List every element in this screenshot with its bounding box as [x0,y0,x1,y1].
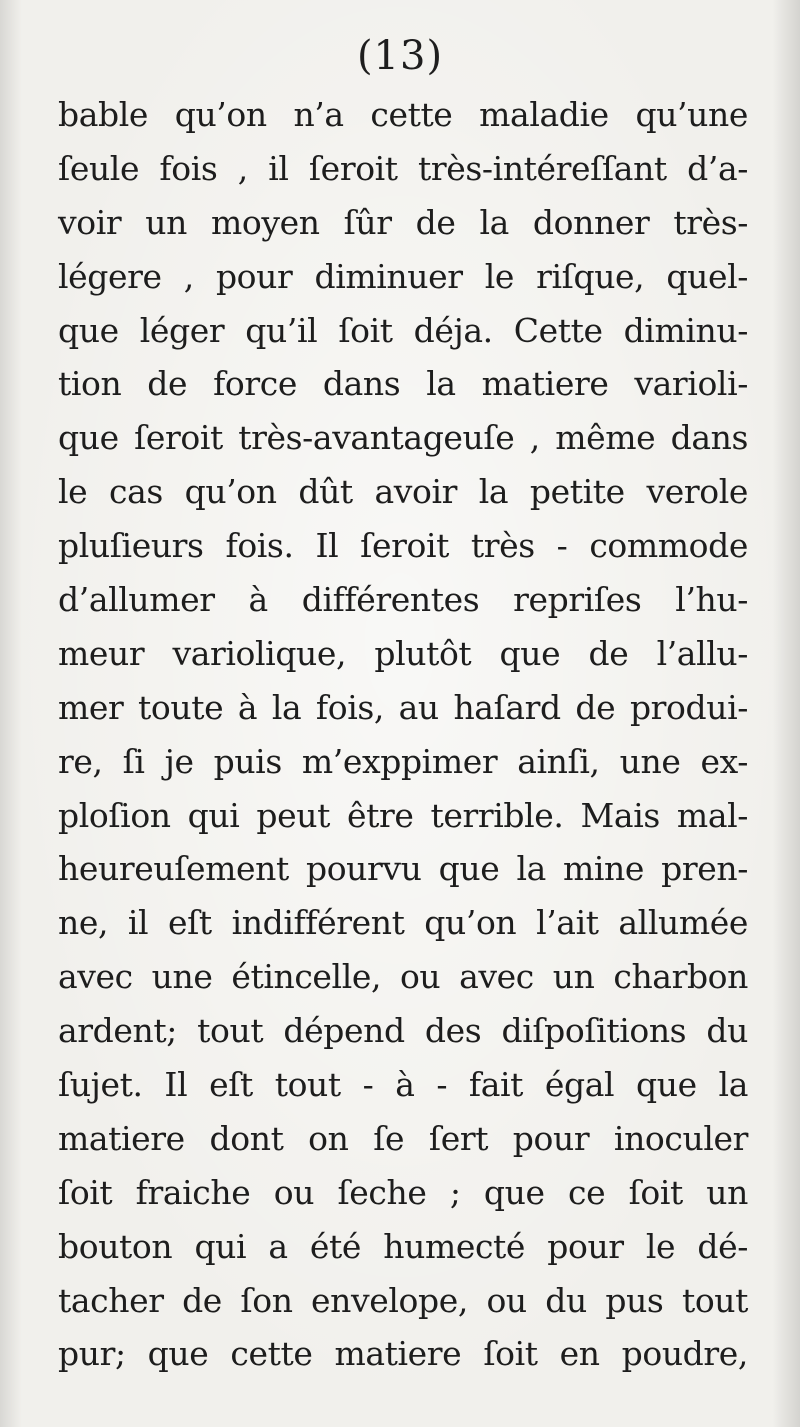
text-line: ploſion qui peut être terrible. Mais mal- [58,795,748,835]
page-number: (13) [356,33,444,79]
text-line: le cas qu’on dût avoir la petite verole [58,472,748,512]
text-line: bable qu’on n’a cette maladie qu’une [58,95,748,134]
text-line: ardent; tout dépend des diſpoſitions du [58,1011,748,1051]
text-line: avec une étincelle, ou avec un charbon [58,957,748,997]
body-text [58,88,748,1381]
text-line: voir un moyen ſûr de la donner très- [58,202,748,242]
text-line: ſoit fraiche ou ſeche ; que ce ſoit un [58,1172,748,1212]
text-line: meur variolique, plutôt que de l’allu- [58,633,748,673]
text-line: pur; que cette matiere ſoit en poudre, [58,1334,748,1374]
text-line: que léger qu’il ſoit déja. Cette diminu- [58,310,748,350]
text-line: heureuſement pourvu que la mine pren- [58,849,748,889]
text-line: ſeule fois , il ſeroit très-intéreſſant d’a- [58,148,748,188]
text-line: que ſeroit très-avantageuſe , même dans [58,418,748,458]
text-line: re, ſi je puis m’exppimer ainſi, une ex- [58,741,748,781]
text-line: ne, il eſt indifférent qu’on l’ait allumée [58,903,748,943]
text-line: pluſieurs fois. Il ſeroit très - commode [58,526,748,566]
text-line: bouton qui a été humecté pour le dé- [58,1226,748,1266]
text-line: tacher de ſon envelope, ou du pus tout [58,1280,748,1320]
text-line: tion de force dans la matiere varioli- [58,364,748,404]
text-line: mer toute à la fois, au haſard de produi- [58,687,748,727]
text-line: d’allumer à différentes repriſes l’hu- [58,580,748,620]
text-line: ſujet. Il eſt tout - à - fait égal que la [58,1065,748,1105]
text-line: matiere dont on ſe ſert pour inoculer [58,1118,748,1158]
text-line: légere , pour diminuer le riſque, quel- [58,256,748,296]
